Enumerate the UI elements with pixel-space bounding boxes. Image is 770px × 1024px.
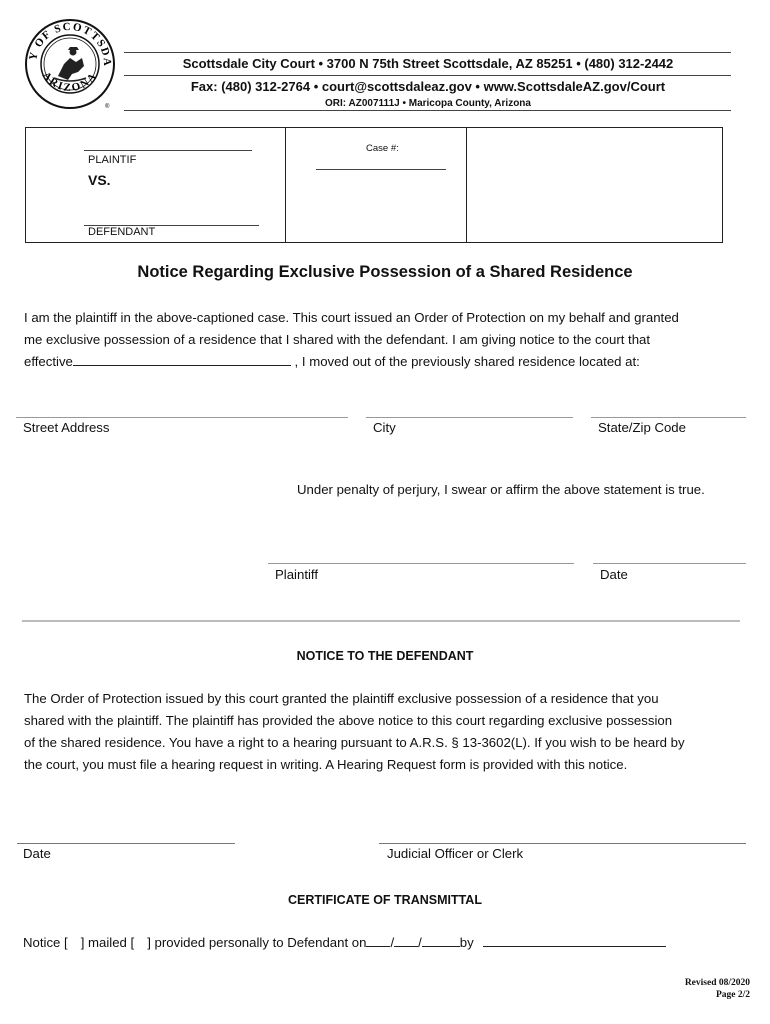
judicial-officer-label: Judicial Officer or Clerk	[387, 846, 524, 861]
seal-top-text: Y OF SCOTTSDA	[27, 20, 114, 68]
date-slash-2: /	[418, 935, 422, 950]
state-zip-label: State/Zip Code	[598, 420, 686, 435]
city-seal-logo	[24, 18, 116, 110]
seal-bottom-text: ARIZONA	[39, 69, 101, 95]
defendant-notice-paragraph	[24, 688, 746, 776]
defendant-notice-heading: NOTICE TO THE DEFENDANT	[296, 649, 474, 663]
defendant-notice-line-1: The Order of Protection issued by this court granted the plaintiff exclusive possession of a residence that you	[24, 691, 659, 706]
notice-word: Notice [	[23, 935, 68, 950]
case-caption-box	[25, 127, 723, 243]
caption-divider-right	[466, 128, 467, 242]
officer-date-label: Date	[23, 846, 51, 861]
plaintiff-name-field[interactable]	[84, 150, 252, 151]
defendant-notice-line-2: shared with the plaintiff. The plaintiff has provided the above notice to this court regarding exclusive possession	[24, 713, 673, 728]
court-address-line: Scottsdale City Court • 3700 N 75th Street Scottsdale, AZ 85251 • (480) 312-2442	[182, 56, 674, 71]
court-use-area	[468, 128, 722, 242]
svg-text:®: ®	[105, 104, 110, 110]
city-field[interactable]	[366, 417, 573, 418]
court-contact-line: Fax: (480) 312-2764 • court@scottsdaleaz.gov • www.ScottsdaleAZ.gov/Court	[190, 79, 666, 94]
date-slash-1: /	[390, 935, 395, 950]
notice-line-3	[24, 351, 746, 373]
provided-label: ] provided personally to Defendant on	[147, 935, 367, 950]
transmittal-month-field[interactable]	[366, 934, 390, 947]
effective-label: effective	[24, 354, 73, 369]
case-number-field[interactable]	[316, 169, 446, 170]
street-address-label: Street Address	[23, 420, 110, 435]
revised-date: Revised 08/2020	[684, 978, 750, 988]
mailed-label: ] mailed [	[80, 935, 135, 950]
plaintiff-signature-label: Plaintiff	[275, 567, 319, 582]
caption-divider-left	[285, 128, 286, 242]
notice-line-1: I am the plaintiff in the above-captioned case. This court issued an Order of Protection on my behalf and granted	[24, 310, 679, 325]
defendant-notice-line-4: the court, you must file a hearing request in writing. A Hearing Request form is provided with this notice.	[24, 757, 628, 772]
notice-paragraph	[24, 307, 746, 373]
section-divider	[22, 620, 740, 622]
effective-date-field[interactable]	[73, 353, 291, 366]
transmitted-by-field[interactable]	[483, 934, 666, 947]
city-label: City	[373, 420, 396, 435]
header-rule-bottom	[124, 110, 731, 111]
transmittal-day-field[interactable]	[394, 934, 418, 947]
document-title: Notice Regarding Exclusive Possession of a Shared Residence	[137, 263, 633, 281]
versus-label: VS.	[88, 172, 111, 188]
plaintiff-date-label: Date	[600, 567, 628, 582]
moved-out-text: , I moved out of the previously shared residence located at:	[294, 354, 640, 369]
plaintiff-label: PLAINTIF	[88, 154, 137, 166]
court-ori-line: ORI: AZ007111J • Maricopa County, Arizona	[325, 98, 531, 109]
header-rule-mid	[124, 75, 731, 76]
case-number-label: Case #:	[366, 143, 399, 154]
defendant-label: DEFENDANT	[88, 226, 156, 238]
header-rule-top	[124, 52, 731, 53]
page-number: Page 2/2	[715, 990, 750, 1000]
perjury-statement: Under penalty of perjury, I swear or affirm the above statement is true.	[297, 482, 705, 497]
footer	[685, 977, 750, 1001]
notice-line-2: me exclusive possession of a residence that I shared with the defendant. I am giving notice to the court that	[24, 332, 651, 347]
transmittal-line	[23, 932, 666, 954]
transmittal-year-field[interactable]	[422, 934, 460, 947]
by-label: by	[459, 935, 474, 950]
transmittal-heading: CERTIFICATE OF TRANSMITTAL	[288, 893, 482, 907]
defendant-notice-line-3: of the shared residence. You have a right to a hearing pursuant to A.R.S. § 13-3602(L). If you wish to be heard by	[24, 735, 685, 750]
